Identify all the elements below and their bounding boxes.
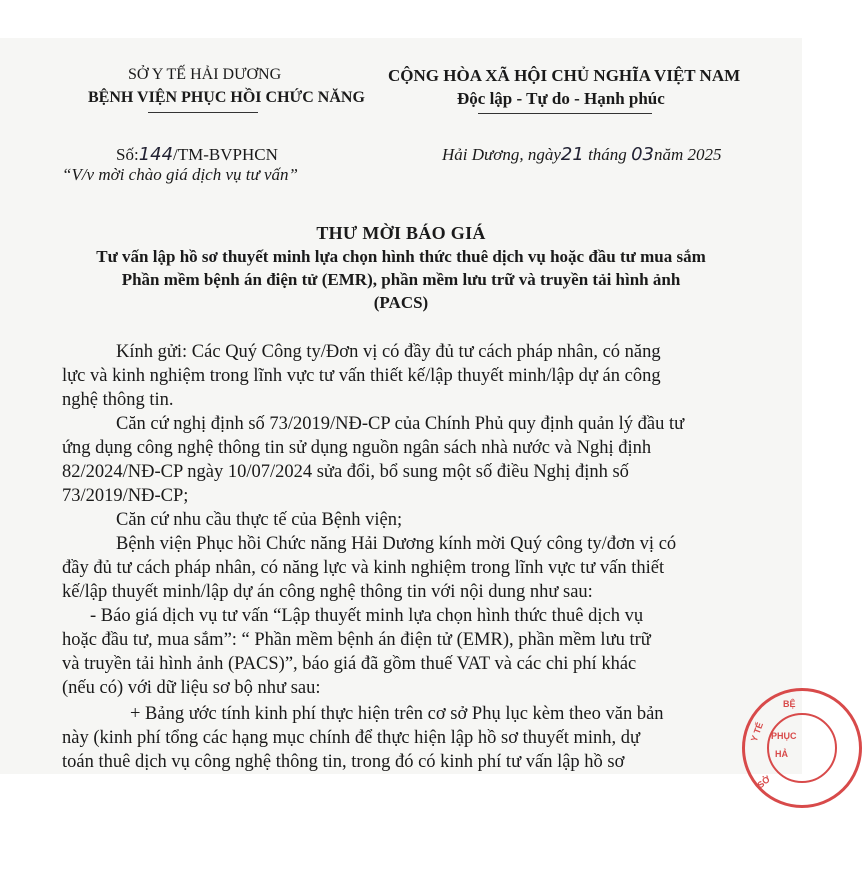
hospital-name: BỆNH VIỆN PHỤC HỒI CHỨC NĂNG	[88, 89, 365, 106]
letter-title: THƯ MỜI BÁO GIÁ	[316, 223, 486, 243]
letter-subtitle-line1: Tư vấn lập hồ sơ thuyết minh lựa chọn hình thức thuê dịch vụ hoặc đầu tư mua sắm	[96, 247, 706, 266]
document-number	[116, 144, 278, 165]
body-line: 73/2019/NĐ-CP;	[62, 486, 189, 506]
document-date	[442, 144, 722, 165]
body-line: Bệnh viện Phục hồi Chức năng Hải Dương kính mời Quý công ty/đơn vị có	[116, 534, 677, 554]
red-seal-stamp	[742, 688, 862, 808]
right-header-underline	[478, 113, 652, 114]
body-line: (nếu có) với dữ liệu sơ bộ như sau:	[62, 678, 321, 698]
date-month-label: tháng	[588, 145, 627, 164]
body-line: toán thuê dịch vụ công nghệ thông tin, trong đó có kinh phí tư vấn lập hồ sơ	[62, 752, 625, 772]
national-motto: Độc lập - Tự do - Hạnh phúc	[457, 89, 665, 108]
body-line: Kính gửi: Các Quý Công ty/Đơn vị có đầy đủ tư cách pháp nhân, có năng	[116, 342, 661, 362]
document-number-suffix: /TM-BVPHCN	[173, 145, 278, 164]
left-header-underline	[148, 112, 258, 113]
body-line: nghệ thông tin.	[62, 390, 174, 410]
date-month: 03	[631, 144, 654, 165]
body-line: - Báo giá dịch vụ tư vấn “Lập thuyết minh lựa chọn hình thức thuê dịch vụ	[90, 606, 644, 626]
seal-text: SỞ	[755, 773, 773, 791]
body-line: đầy đủ tư cách pháp nhân, có năng lực và kinh nghiệm trong lĩnh vực tư vấn thiết	[62, 558, 665, 578]
body-line: và truyền tải hình ảnh (PACS)”, báo giá đã gồm thuế VAT và các chi phí khác	[62, 654, 637, 674]
document-subject: “V/v mời chào giá dịch vụ tư vấn”	[62, 165, 299, 184]
seal-text: BỆ	[783, 699, 796, 709]
date-day: 21	[560, 144, 584, 165]
body-line: Căn cứ nhu cầu thực tế của Bệnh viện;	[116, 510, 403, 530]
document-number-handwritten: 144	[138, 144, 174, 165]
national-title: CỘNG HÒA XÃ HỘI CHỦ NGHĨA VIỆT NAM	[388, 66, 741, 85]
body-line: Căn cứ nghị định số 73/2019/NĐ-CP của Chính Phủ quy định quản lý đầu tư	[116, 414, 685, 434]
seal-text: PHỤC	[771, 731, 797, 741]
body-line: + Bảng ước tính kinh phí thực hiện trên cơ sở Phụ lục kèm theo văn bản	[130, 704, 664, 724]
body-line: hoặc đầu tư, mua sắm”: “ Phần mềm bệnh án điện tử (EMR), phần mềm lưu trữ	[62, 630, 651, 650]
document-number-prefix: Số:	[116, 145, 139, 164]
seal-text: Y TẾ	[748, 720, 766, 744]
body-line: 82/2024/NĐ-CP ngày 10/07/2024 sửa đổi, bổ sung một số điều Nghị định số	[62, 462, 629, 482]
letter-subtitle-line3: (PACS)	[373, 293, 429, 312]
seal-text: HẢ	[775, 749, 788, 759]
letter-subtitle-line2: Phần mềm bệnh án điện tử (EMR), phần mềm lưu trữ và truyền tải hình ảnh	[121, 270, 681, 289]
date-prefix: Hải Dương, ngày	[442, 145, 561, 164]
agency-name: SỞ Y TẾ HẢI DƯƠNG	[128, 66, 282, 83]
body-line: lực và kinh nghiệm trong lĩnh vực tư vấn thiết kế/lập thuyết minh/lập dự án công	[62, 366, 661, 386]
document-sheet	[0, 38, 802, 791]
red-seal-inner-ring	[767, 713, 837, 783]
date-year: năm 2025	[653, 145, 722, 164]
body-line: này (kinh phí tổng các hạng mục chính để thực hiện lập hồ sơ thuyết minh, dự	[62, 728, 641, 748]
body-line: kế/lập thuyết minh/lập dự án công nghệ thông tin với nội dung như sau:	[62, 582, 593, 602]
body-line: ứng dụng công nghệ thông tin sử dụng nguồn ngân sách nhà nước và Nghị định	[62, 438, 652, 458]
